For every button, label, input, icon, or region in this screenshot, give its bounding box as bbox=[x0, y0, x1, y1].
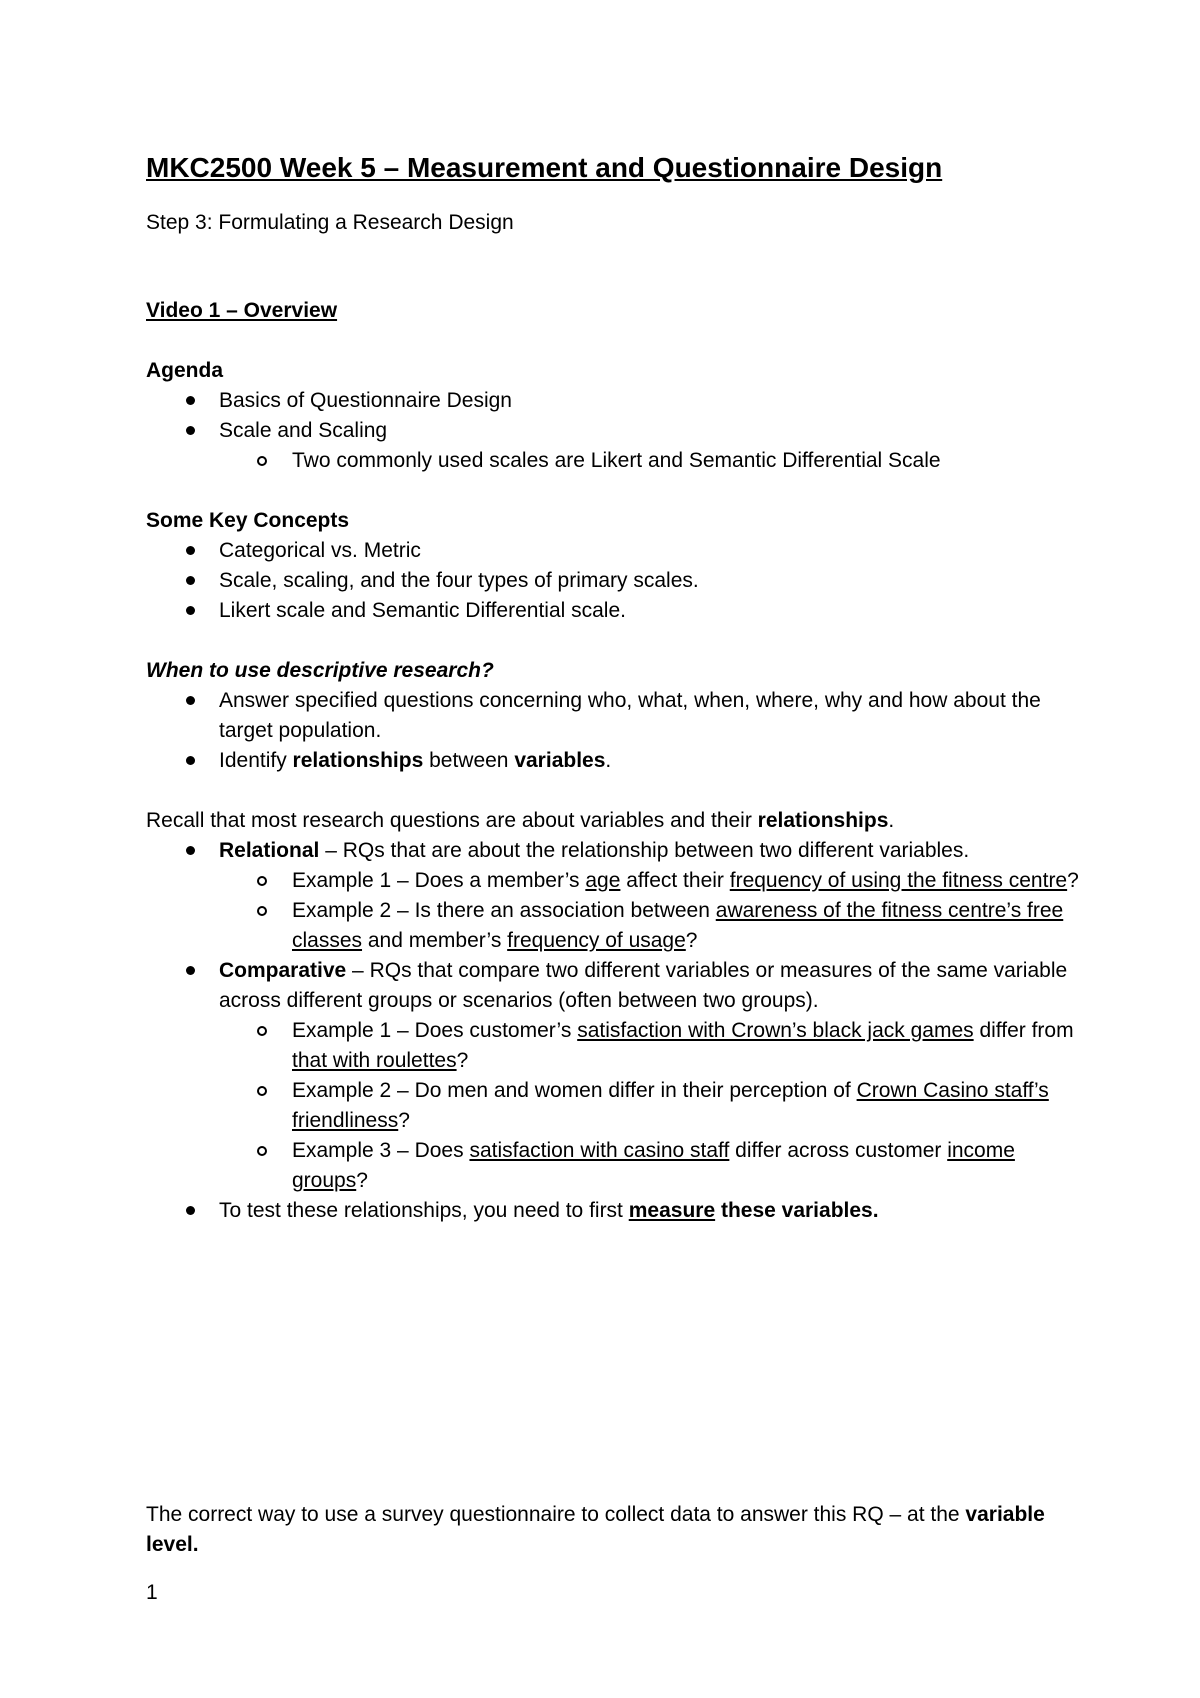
comparative-example: Example 1 – Does customer’s satisfaction with Crown’s black jack games differ from that with roulettes? bbox=[219, 1016, 1086, 1076]
agenda-heading: Agenda bbox=[146, 359, 224, 382]
document-title: MKC2500 Week 5 – Measurement and Questionnaire Design bbox=[146, 152, 943, 183]
key-concept-item: Categorical vs. Metric bbox=[146, 536, 1086, 566]
descriptive-list bbox=[146, 686, 1086, 776]
key-concept-item: Likert scale and Semantic Differential scale. bbox=[146, 596, 1086, 626]
recall-line: Recall that most research questions are about variables and their relationships. bbox=[146, 809, 895, 832]
key-concept-item: Scale, scaling, and the four types of primary scales. bbox=[146, 566, 1086, 596]
descriptive-item: Identify relationships between variables. bbox=[146, 746, 1086, 776]
comparative-examples bbox=[219, 1016, 1086, 1196]
agenda-list bbox=[146, 386, 1086, 476]
agenda-sublist bbox=[219, 446, 1086, 476]
rq-types-list bbox=[146, 836, 1086, 1226]
key-concepts-heading: Some Key Concepts bbox=[146, 509, 350, 532]
agenda-item bbox=[146, 416, 1086, 476]
agenda-item: Basics of Questionnaire Design bbox=[146, 386, 1086, 416]
comparative-item: Comparative – RQs that compare two different variables or measures of the same variable across different groups or scenarios (often between two groups). Example 1 – Does customer’s satisfaction with Crown’s black jack games differ from that with roulettes? Example 2 – Do men and women differ in their perception of Crown Casino staff’s friendliness? Example 3 – Does satisfaction with casino staff differ across customer income groups? bbox=[146, 956, 1086, 1196]
agenda-sub-item: Two commonly used scales are Likert and Semantic Differential Scale bbox=[219, 446, 1086, 476]
descriptive-item: Answer specified questions concerning who, what, when, where, why and how about the target population. bbox=[146, 686, 1086, 746]
relational-example: Example 2 – Is there an association between awareness of the fitness centre’s free classes and member’s frequency of usage? bbox=[219, 896, 1086, 956]
relational-example: Example 1 – Does a member’s age affect their frequency of using the fitness centre? bbox=[219, 866, 1086, 896]
comparative-example: Example 2 – Do men and women differ in their perception of Crown Casino staff’s friendliness? bbox=[219, 1076, 1086, 1136]
step-line: Step 3: Formulating a Research Design bbox=[146, 211, 514, 234]
key-concepts-list bbox=[146, 536, 1086, 626]
descriptive-heading: When to use descriptive research? bbox=[146, 659, 494, 682]
document-body bbox=[146, 150, 1086, 1226]
test-item: To test these relationships, you need to first measure these variables. bbox=[146, 1196, 1086, 1226]
relational-label: Relational bbox=[219, 839, 320, 862]
comparative-example: Example 3 – Does satisfaction with casino staff differ across customer income groups? bbox=[219, 1136, 1086, 1196]
page-number: 1 bbox=[146, 1581, 158, 1604]
video-heading: Video 1 – Overview bbox=[146, 299, 338, 322]
comparative-label: Comparative bbox=[219, 959, 347, 982]
agenda-item-label: Scale and Scaling bbox=[219, 419, 388, 442]
footer-paragraph: The correct way to use a survey questionnaire to collect data to answer this RQ – at the variable level. bbox=[146, 1503, 1045, 1556]
relational-item: Relational – RQs that are about the relationship between two different variables. Example 1 – Does a member’s age affect their frequency of using the fitness centre? Example 2 – Is there an association between awareness of the fitness centre’s free classes and member’s frequency of usage? bbox=[146, 836, 1086, 956]
relational-examples bbox=[219, 866, 1086, 956]
